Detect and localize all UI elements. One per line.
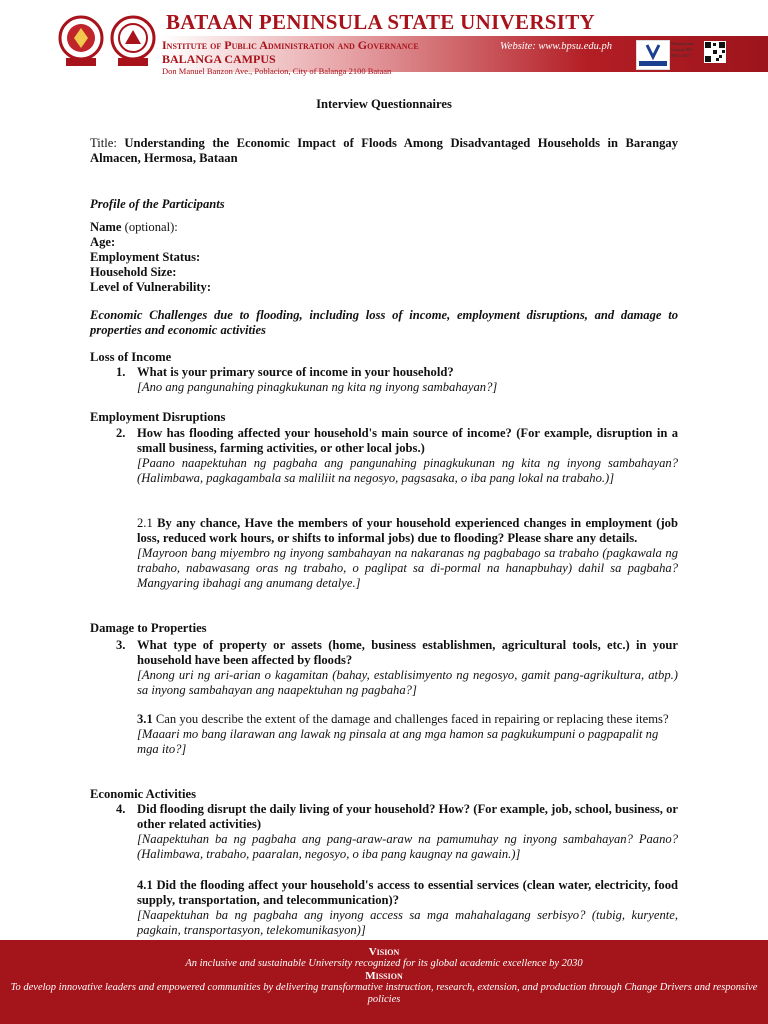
question-text: Did the flooding affect your household's access to essential services (clean water, electricity, food supply, transportation, and telecommunication)? bbox=[137, 878, 678, 907]
field-name: Name (optional): bbox=[90, 220, 178, 234]
section-heading: Employment Disruptions bbox=[90, 410, 226, 424]
vision-label: Vision bbox=[368, 946, 400, 958]
field-employment-status: Employment Status: bbox=[90, 250, 201, 264]
section-loss-of-income bbox=[90, 350, 678, 365]
certification-text: Management System ISO 9001:2015 bbox=[671, 41, 695, 58]
field-level-of-vulnerability: Level of Vulnerability: bbox=[90, 280, 212, 294]
question-text: By any chance, Have the members of your household experienced changes in employment (job loss, reduced work hours, or shifts to informal jobs) due to flooding? Please share any details. bbox=[137, 516, 678, 545]
section-heading: Damage to Properties bbox=[90, 621, 207, 635]
university-seal-logo bbox=[58, 12, 104, 68]
question-translation: [Maaari mo bang ilarawan ang lawak ng pinsala at ang mga hamon sa pagkukumpuni o pagpapalit ng mga ito?] bbox=[137, 727, 659, 756]
field-age: Age: bbox=[90, 235, 116, 249]
vision-mission-footer bbox=[0, 940, 768, 1024]
vision-text: An inclusive and sustainable University recognized for its global academic excellence by 2030 bbox=[185, 958, 583, 969]
document-heading: Interview Questionnaires bbox=[316, 97, 452, 111]
website-link[interactable]: Website: www.bpsu.edu.ph bbox=[500, 41, 612, 52]
challenges-heading: Economic Challenges due to flooding, including loss of income, employment disruptions, and damage to properties and economic activities bbox=[90, 308, 678, 337]
section-damage-to-properties bbox=[90, 621, 678, 636]
question-translation: [Mayroon bang miyembro ng inyong sambahayan na nakaranas ng pagbabago sa trabaho (pagkawala ng trabaho, nabawasang oras ng trabaho, o paglipat sa di-pormal na hanapbuhay) dahil sa pagbaha? Mangyaring ibahagi ang anumang detalye.] bbox=[137, 546, 678, 590]
mission-text: To develop innovative leaders and empowered communities by delivering transformative instruction, research, extension, and production through Change Drivers and responsive policies bbox=[10, 982, 758, 1005]
question-translation: [Anong uri ng ari-arian o kagamitan (bahay, establisimyento ng negosyo, gamit pang-agrikultura, atbp.) sa inyong sambahayan ang naapektuhan ng pagbaha?] bbox=[137, 668, 678, 697]
question-text: Did flooding disrupt the daily living of your household? How? (For example, job, school, business, or other related activities) bbox=[137, 802, 678, 831]
profile-heading: Profile of the Participants bbox=[90, 197, 225, 211]
question-text: What is your primary source of income in your household? bbox=[137, 365, 454, 379]
campus-seal-logo bbox=[110, 12, 156, 68]
question-text: Can you describe the extent of the damage and challenges faced in repairing or replacing these items? bbox=[155, 712, 669, 726]
section-economic-activities bbox=[90, 787, 678, 802]
question-translation: [Naapektuhan ba ng pagbaha ang pang-araw-araw na pamumuhay ng inyong sambahayan? Paano? (Halimbawa, trabaho, paaralan, negosyo, o iba pang kaugnay na gawain.)] bbox=[137, 832, 678, 861]
document-title bbox=[90, 136, 678, 166]
section-heading: Economic Activities bbox=[90, 787, 196, 801]
question-text: What type of property or assets (home, business establishmen, agricultural tools, etc.) in your household have been affected by floods? bbox=[137, 638, 678, 667]
question-translation: [Naapektuhan ba ng pagbaha ang inyong access sa mga mahahalagang serbisyo? (tubig, kuryente, pagkain, transportasyon, telekomunikasyon)] bbox=[137, 908, 678, 937]
certification-badge-icon bbox=[636, 40, 670, 70]
question-translation: [Ano ang pangunahing pinagkukunan ng kita ng inyong sambahayan?] bbox=[137, 380, 498, 394]
campus-address: Don Manuel Banzon Ave., Poblacion, City of Balanga 2100 Bataan bbox=[162, 66, 392, 76]
section-employment-disruptions bbox=[90, 410, 678, 425]
letterhead bbox=[0, 0, 768, 80]
qr-code-icon bbox=[704, 41, 726, 63]
campus-name: BALANGA CAMPUS bbox=[162, 52, 276, 66]
field-household-size: Household Size: bbox=[90, 265, 177, 279]
institute-name: Institute of Public Administration and Governance bbox=[162, 38, 419, 52]
profile-fields bbox=[90, 220, 678, 295]
university-name: BATAAN PENINSULA STATE UNIVERSITY bbox=[166, 10, 596, 34]
question-text: How has flooding affected your household's main source of income? (For example, disruption in a small business, farming activities, or other local jobs.) bbox=[137, 426, 678, 455]
title-text: Understanding the Economic Impact of Floods Among Disadvantaged Households in Barangay Almacen, Hermosa, Bataan bbox=[90, 136, 678, 165]
mission-label: Mission bbox=[365, 970, 403, 982]
title-label: Title: bbox=[90, 136, 117, 150]
section-heading: Loss of Income bbox=[90, 350, 172, 364]
question-translation: [Paano naapektuhan ng pagbaha ang pangunahing pinagkukunan ng kita ng inyong sambahayan? (Halimbawa, pagkagambala sa maliliit na negosyo, pagsasaka, o iba pang lokal na trabaho.)] bbox=[137, 456, 678, 485]
